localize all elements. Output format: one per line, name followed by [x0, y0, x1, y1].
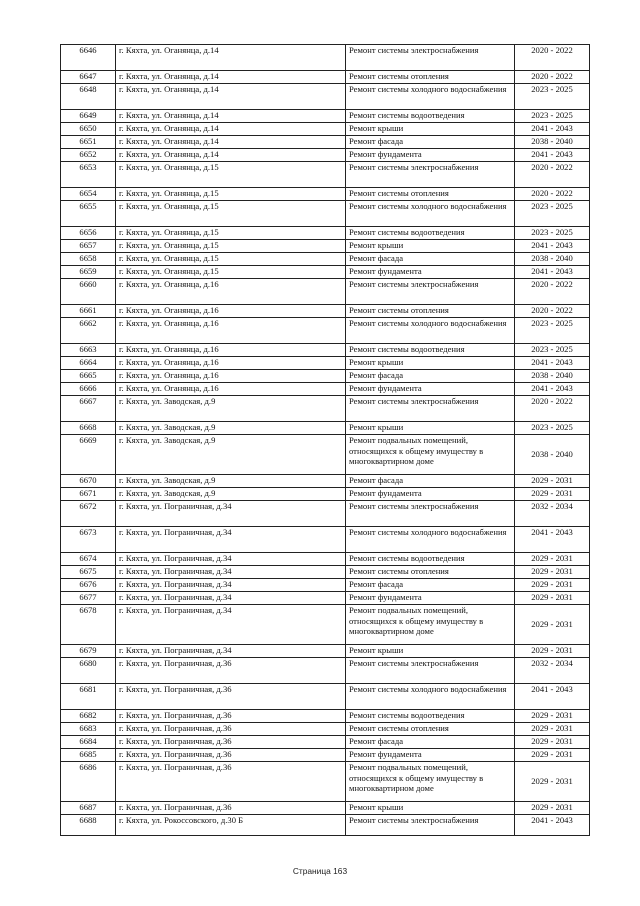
row-number: 6653: [61, 162, 116, 188]
row-address: г. Кяхта, ул. Заводская, д.9: [116, 475, 346, 488]
row-work-type: Ремонт крыши: [346, 422, 515, 435]
row-work-type: Ремонт системы отопления: [346, 566, 515, 579]
row-number: 6659: [61, 266, 116, 279]
table-row: [61, 162, 590, 188]
row-address: г. Кяхта, ул. Пограничная, д.34: [116, 579, 346, 592]
table-row: [61, 579, 590, 592]
table-row: [61, 136, 590, 149]
row-work-type: Ремонт фасада: [346, 136, 515, 149]
works-table: [60, 44, 590, 836]
table-row: [61, 110, 590, 123]
row-period: 2029 - 2031: [515, 475, 590, 488]
row-number: 6652: [61, 149, 116, 162]
row-address: г. Кяхта, ул. Пограничная, д.34: [116, 566, 346, 579]
row-number: 6660: [61, 279, 116, 305]
table-row: [61, 723, 590, 736]
row-number: 6655: [61, 201, 116, 227]
row-period: 2029 - 2031: [515, 736, 590, 749]
table-row: [61, 253, 590, 266]
row-number: 6651: [61, 136, 116, 149]
row-number: 6671: [61, 488, 116, 501]
row-period: 2029 - 2031: [515, 566, 590, 579]
table-row: [61, 553, 590, 566]
row-number: 6673: [61, 527, 116, 553]
row-address: г. Кяхта, ул. Пограничная, д.34: [116, 553, 346, 566]
table-row: [61, 802, 590, 815]
table-row: [61, 566, 590, 579]
row-address: г. Кяхта, ул. Пограничная, д.36: [116, 802, 346, 815]
row-period: 2029 - 2031: [515, 553, 590, 566]
row-work-type: Ремонт подвальных помещений, относящихся к общему имуществу в многоквартирном доме: [346, 435, 515, 475]
row-period: 2020 - 2022: [515, 279, 590, 305]
row-address: г. Кяхта, ул. Оганянца, д.16: [116, 318, 346, 344]
row-period: 2029 - 2031: [515, 749, 590, 762]
row-period: 2029 - 2031: [515, 645, 590, 658]
row-period: 2020 - 2022: [515, 305, 590, 318]
row-period: 2029 - 2031: [515, 710, 590, 723]
table-row: [61, 396, 590, 422]
row-address: г. Кяхта, ул. Заводская, д.9: [116, 435, 346, 475]
row-period: 2029 - 2031: [515, 723, 590, 736]
row-address: г. Кяхта, ул. Пограничная, д.36: [116, 736, 346, 749]
row-period: 2020 - 2022: [515, 396, 590, 422]
row-work-type: Ремонт системы водоотведения: [346, 710, 515, 723]
row-address: г. Кяхта, ул. Пограничная, д.34: [116, 592, 346, 605]
row-number: 6675: [61, 566, 116, 579]
row-number: 6654: [61, 188, 116, 201]
row-number: 6656: [61, 227, 116, 240]
row-work-type: Ремонт системы водоотведения: [346, 553, 515, 566]
table-row: [61, 45, 590, 71]
row-number: 6687: [61, 802, 116, 815]
table-row: [61, 592, 590, 605]
row-number: 6666: [61, 383, 116, 396]
row-work-type: Ремонт системы холодного водоснабжения: [346, 201, 515, 227]
table-row: [61, 527, 590, 553]
table-row: [61, 475, 590, 488]
row-address: г. Кяхта, ул. Оганянца, д.16: [116, 344, 346, 357]
row-period: 2020 - 2022: [515, 188, 590, 201]
row-address: г. Кяхта, ул. Оганянца, д.15: [116, 253, 346, 266]
row-number: 6676: [61, 579, 116, 592]
page-number: Страница 163: [292, 866, 348, 876]
row-period: 2020 - 2022: [515, 45, 590, 71]
row-work-type: Ремонт фундамента: [346, 383, 515, 396]
table-row: [61, 658, 590, 684]
row-address: г. Кяхта, ул. Оганянца, д.14: [116, 84, 346, 110]
row-address: г. Кяхта, ул. Пограничная, д.36: [116, 684, 346, 710]
row-work-type: Ремонт системы электроснабжения: [346, 162, 515, 188]
table-row: [61, 240, 590, 253]
row-period: 2032 - 2034: [515, 658, 590, 684]
row-period: 2041 - 2043: [515, 527, 590, 553]
row-work-type: Ремонт системы электроснабжения: [346, 396, 515, 422]
row-period: 2023 - 2025: [515, 201, 590, 227]
row-number: 6680: [61, 658, 116, 684]
row-work-type: Ремонт крыши: [346, 123, 515, 136]
row-work-type: Ремонт подвальных помещений, относящихся к общему имуществу в многоквартирном доме: [346, 762, 515, 802]
row-number: 6665: [61, 370, 116, 383]
row-period: 2023 - 2025: [515, 110, 590, 123]
row-work-type: Ремонт системы электроснабжения: [346, 658, 515, 684]
row-period: 2041 - 2043: [515, 357, 590, 370]
row-address: г. Кяхта, ул. Оганянца, д.15: [116, 201, 346, 227]
row-number: 6658: [61, 253, 116, 266]
table-row: [61, 749, 590, 762]
row-number: 6646: [61, 45, 116, 71]
row-period: 2041 - 2043: [515, 149, 590, 162]
row-address: г. Кяхта, ул. Оганянца, д.16: [116, 305, 346, 318]
row-number: 6667: [61, 396, 116, 422]
table-row: [61, 84, 590, 110]
row-number: 6649: [61, 110, 116, 123]
row-work-type: Ремонт системы водоотведения: [346, 344, 515, 357]
row-number: 6650: [61, 123, 116, 136]
row-work-type: Ремонт системы отопления: [346, 723, 515, 736]
table-row: [61, 762, 590, 802]
row-work-type: Ремонт фасада: [346, 370, 515, 383]
row-period: 2029 - 2031: [515, 488, 590, 501]
row-work-type: Ремонт системы холодного водоснабжения: [346, 84, 515, 110]
table-row: [61, 501, 590, 527]
row-address: г. Кяхта, ул. Заводская, д.9: [116, 396, 346, 422]
row-number: 6674: [61, 553, 116, 566]
row-number: 6681: [61, 684, 116, 710]
row-address: г. Кяхта, ул. Оганянца, д.15: [116, 162, 346, 188]
row-work-type: Ремонт фундамента: [346, 149, 515, 162]
row-number: 6677: [61, 592, 116, 605]
row-work-type: Ремонт системы холодного водоснабжения: [346, 684, 515, 710]
row-work-type: Ремонт системы водоотведения: [346, 110, 515, 123]
row-period: 2023 - 2025: [515, 422, 590, 435]
row-address: г. Кяхта, ул. Оганянца, д.14: [116, 123, 346, 136]
row-address: г. Кяхта, ул. Оганянца, д.16: [116, 357, 346, 370]
row-number: 6662: [61, 318, 116, 344]
table-row: [61, 605, 590, 645]
row-address: г. Кяхта, ул. Рокоссовского, д.30 Б: [116, 815, 346, 836]
row-address: г. Кяхта, ул. Заводская, д.9: [116, 488, 346, 501]
table-row: [61, 279, 590, 305]
row-period: 2041 - 2043: [515, 383, 590, 396]
row-number: 6678: [61, 605, 116, 645]
row-work-type: Ремонт системы электроснабжения: [346, 45, 515, 71]
row-period: 2023 - 2025: [515, 318, 590, 344]
table-body: [61, 45, 590, 836]
row-address: г. Кяхта, ул. Заводская, д.9: [116, 422, 346, 435]
table-row: [61, 422, 590, 435]
row-address: г. Кяхта, ул. Оганянца, д.14: [116, 110, 346, 123]
row-address: г. Кяхта, ул. Пограничная, д.36: [116, 723, 346, 736]
row-number: 6670: [61, 475, 116, 488]
row-work-type: Ремонт фасада: [346, 736, 515, 749]
row-address: г. Кяхта, ул. Оганянца, д.14: [116, 71, 346, 84]
row-period: 2029 - 2031: [515, 579, 590, 592]
row-number: 6684: [61, 736, 116, 749]
row-work-type: Ремонт системы электроснабжения: [346, 279, 515, 305]
table-row: [61, 188, 590, 201]
row-period: 2029 - 2031: [515, 592, 590, 605]
row-address: г. Кяхта, ул. Пограничная, д.36: [116, 762, 346, 802]
row-period: 2038 - 2040: [515, 136, 590, 149]
table-row: [61, 684, 590, 710]
row-address: г. Кяхта, ул. Оганянца, д.14: [116, 45, 346, 71]
row-number: 6657: [61, 240, 116, 253]
table-row: [61, 149, 590, 162]
table-row: [61, 736, 590, 749]
row-address: г. Кяхта, ул. Пограничная, д.34: [116, 501, 346, 527]
row-number: 6682: [61, 710, 116, 723]
row-work-type: Ремонт крыши: [346, 645, 515, 658]
row-number: 6669: [61, 435, 116, 475]
row-number: 6688: [61, 815, 116, 836]
row-number: 6648: [61, 84, 116, 110]
row-address: г. Кяхта, ул. Оганянца, д.15: [116, 266, 346, 279]
row-number: 6661: [61, 305, 116, 318]
row-period: 2023 - 2025: [515, 344, 590, 357]
row-address: г. Кяхта, ул. Оганянца, д.14: [116, 149, 346, 162]
row-period: 2029 - 2031: [515, 762, 590, 802]
table-row: [61, 123, 590, 136]
row-period: 2041 - 2043: [515, 266, 590, 279]
row-period: 2032 - 2034: [515, 501, 590, 527]
row-period: 2038 - 2040: [515, 435, 590, 475]
table-row: [61, 318, 590, 344]
row-period: 2020 - 2022: [515, 162, 590, 188]
row-address: г. Кяхта, ул. Оганянца, д.16: [116, 383, 346, 396]
row-work-type: Ремонт системы холодного водоснабжения: [346, 318, 515, 344]
row-number: 6668: [61, 422, 116, 435]
row-number: 6685: [61, 749, 116, 762]
row-period: 2041 - 2043: [515, 815, 590, 836]
row-work-type: Ремонт фундамента: [346, 592, 515, 605]
row-number: 6664: [61, 357, 116, 370]
row-period: 2041 - 2043: [515, 240, 590, 253]
row-number: 6683: [61, 723, 116, 736]
row-address: г. Кяхта, ул. Оганянца, д.15: [116, 227, 346, 240]
table-row: [61, 227, 590, 240]
row-number: 6663: [61, 344, 116, 357]
row-address: г. Кяхта, ул. Оганянца, д.14: [116, 136, 346, 149]
row-period: 2029 - 2031: [515, 605, 590, 645]
row-address: г. Кяхта, ул. Пограничная, д.34: [116, 645, 346, 658]
row-work-type: Ремонт системы отопления: [346, 71, 515, 84]
row-work-type: Ремонт фундамента: [346, 266, 515, 279]
table-row: [61, 435, 590, 475]
row-work-type: Ремонт фундамента: [346, 488, 515, 501]
table-row: [61, 266, 590, 279]
row-number: 6686: [61, 762, 116, 802]
row-number: 6672: [61, 501, 116, 527]
row-period: 2023 - 2025: [515, 227, 590, 240]
row-period: 2038 - 2040: [515, 253, 590, 266]
table-row: [61, 201, 590, 227]
row-work-type: Ремонт системы водоотведения: [346, 227, 515, 240]
row-period: 2023 - 2025: [515, 84, 590, 110]
row-work-type: Ремонт крыши: [346, 357, 515, 370]
row-work-type: Ремонт фасада: [346, 475, 515, 488]
table-row: [61, 645, 590, 658]
row-number: 6679: [61, 645, 116, 658]
row-period: 2041 - 2043: [515, 123, 590, 136]
table-row: [61, 488, 590, 501]
row-address: г. Кяхта, ул. Оганянца, д.16: [116, 279, 346, 305]
row-work-type: Ремонт системы холодного водоснабжения: [346, 527, 515, 553]
row-work-type: Ремонт подвальных помещений, относящихся к общему имуществу в многоквартирном доме: [346, 605, 515, 645]
row-period: 2038 - 2040: [515, 370, 590, 383]
row-address: г. Кяхта, ул. Пограничная, д.34: [116, 527, 346, 553]
row-address: г. Кяхта, ул. Пограничная, д.36: [116, 658, 346, 684]
row-address: г. Кяхта, ул. Пограничная, д.36: [116, 749, 346, 762]
table-row: [61, 710, 590, 723]
row-address: г. Кяхта, ул. Пограничная, д.36: [116, 710, 346, 723]
row-address: г. Кяхта, ул. Оганянца, д.16: [116, 370, 346, 383]
table-row: [61, 815, 590, 836]
row-address: г. Кяхта, ул. Оганянца, д.15: [116, 188, 346, 201]
row-number: 6647: [61, 71, 116, 84]
row-period: 2020 - 2022: [515, 71, 590, 84]
row-work-type: Ремонт системы отопления: [346, 188, 515, 201]
table-row: [61, 344, 590, 357]
row-work-type: Ремонт фундамента: [346, 749, 515, 762]
row-work-type: Ремонт фасада: [346, 579, 515, 592]
table-row: [61, 357, 590, 370]
row-period: 2029 - 2031: [515, 802, 590, 815]
table-row: [61, 71, 590, 84]
table-row: [61, 370, 590, 383]
row-period: 2041 - 2043: [515, 684, 590, 710]
table-row: [61, 305, 590, 318]
row-work-type: Ремонт системы отопления: [346, 305, 515, 318]
row-address: г. Кяхта, ул. Оганянца, д.15: [116, 240, 346, 253]
row-work-type: Ремонт системы электроснабжения: [346, 501, 515, 527]
row-address: г. Кяхта, ул. Пограничная, д.34: [116, 605, 346, 645]
row-work-type: Ремонт фасада: [346, 253, 515, 266]
row-work-type: Ремонт системы электроснабжения: [346, 815, 515, 836]
row-work-type: Ремонт крыши: [346, 802, 515, 815]
row-work-type: Ремонт крыши: [346, 240, 515, 253]
table-row: [61, 383, 590, 396]
